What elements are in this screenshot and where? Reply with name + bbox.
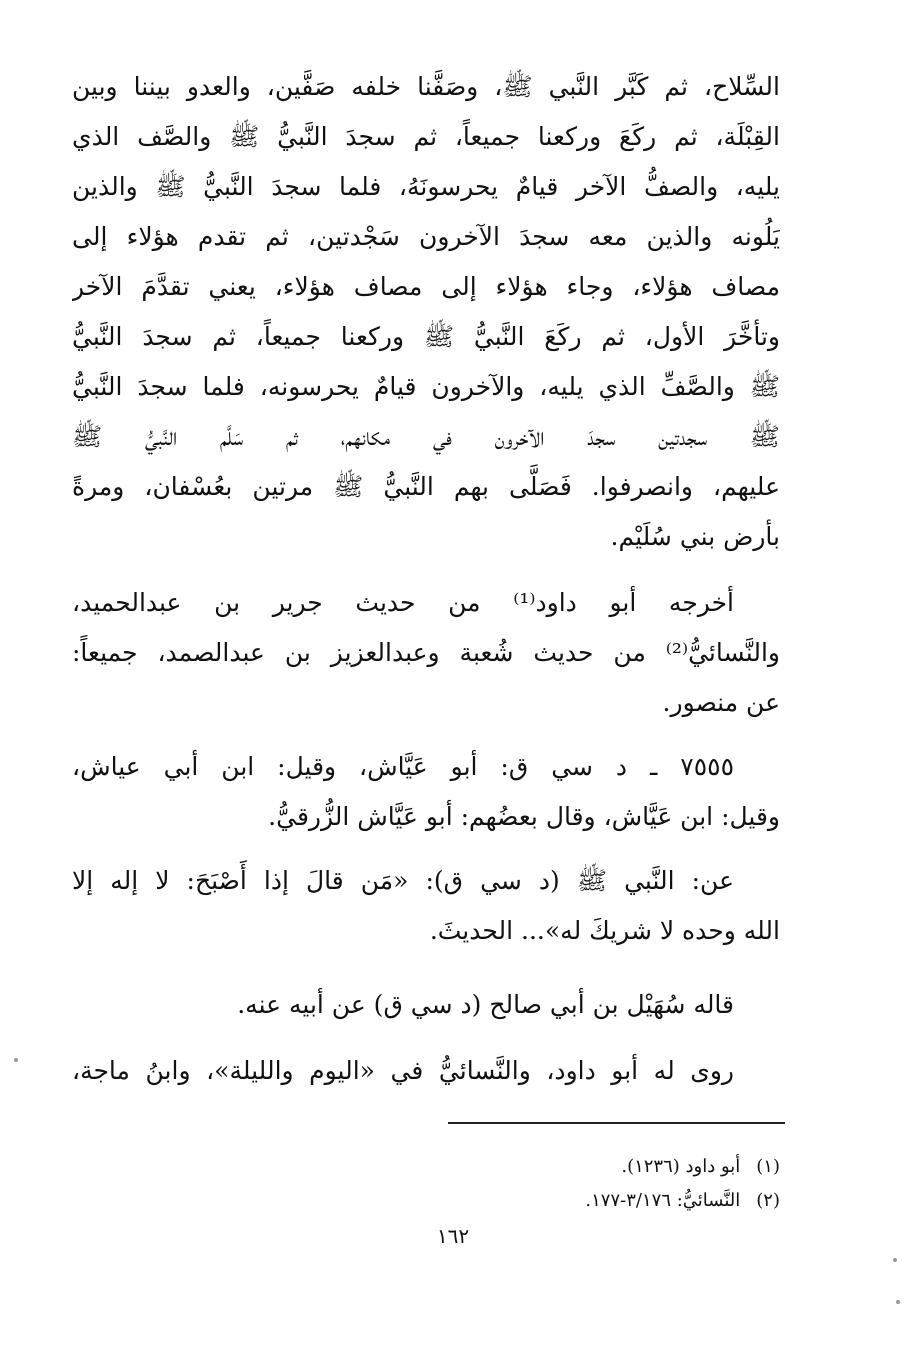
text-line: بأرض بني سُلَيْم. [610, 522, 780, 551]
text-line: القِبْلَة، ثم ركَعَ وركعنا جميعاً، ثم سجدَ النَّبيُّ ﷺ والصَّف الذي [72, 122, 780, 151]
footnote-number: (٢) [756, 1190, 780, 1211]
paragraph-takhrij [72, 578, 780, 728]
paragraph-narrator [72, 980, 780, 1030]
text-line: عليهم، وانصرفوا. فَصَلَّى بهم النَّبيُّ ﷺ مرتين بعُسْفان، ومرةً [72, 472, 780, 501]
footnote-text: النَّسائيُّ: ٣/١٧٦-١٧٧. [585, 1190, 741, 1211]
footnotes [300, 1150, 780, 1218]
text-line: أخرجه أبو داود⁽¹⁾ من حديث جرير بن عبدالحميد، [72, 588, 734, 617]
page-number: ١٦٢ [436, 1224, 470, 1248]
paragraph-hadith-narration [72, 856, 780, 956]
footnote-divider [448, 1122, 785, 1124]
text-line: الله وحده لا شريكَ له»... الحديثَ. [429, 916, 780, 945]
text-line: والنَّسائيُّ⁽²⁾ من حديث شُعبة وعبدالعزيز بن عبدالصمد، جميعاً: [72, 638, 780, 667]
text-line: وقيل: ابن عَيَّاش، وقال بعضُهم: أبو عَيَّاش الزُّرقيُّ. [268, 802, 780, 831]
text-line: قاله سُهَيْل بن أبي صالح (د سي ق) عن أبيه عنه. [237, 990, 734, 1019]
text-line: ﷺ والصَّفِّ الذي يليه، والآخرون قيامٌ يحرسونه، فلما سجدَ النَّبيُّ [72, 372, 780, 401]
scan-speck [893, 1258, 897, 1262]
text-line: يَلُونه والذين معه سجدَ الآخرون سَجْدتين، ثم تقدم هؤلاء إلى [72, 222, 780, 251]
footnote-2 [300, 1184, 780, 1218]
scan-speck [14, 1058, 18, 1062]
text-line: عن منصور. [662, 688, 780, 717]
paragraph-hadith-text [72, 62, 780, 562]
footnote-text: أبو داود (١٢٣٦). [621, 1156, 741, 1177]
footnote-1 [300, 1150, 780, 1184]
scan-speck [896, 1300, 900, 1304]
text-line: يليه، والصفُّ الآخر قيامٌ يحرسونَهُ، فلما سجدَ النَّبيُّ ﷺ والذين [72, 172, 780, 201]
text-line: ٧٥٥٥ ـ د سي ق: أبو عَيَّاش، وقيل: ابن أبي عياش، [72, 752, 734, 781]
text-line: مصاف هؤلاء، وجاء هؤلاء إلى مصاف هؤلاء، يعني تقدَّمَ الآخر [72, 272, 780, 301]
text-line: السِّلاح، ثم كَبَّر النَّبي ﷺ، وصَفَّنا خلفه صَفَّين، والعدو بيننا وبين [72, 72, 780, 101]
text-line: روى له أبو داود، والنَّسائيُّ في «اليوم والليلة»، وابنُ ماجة، [72, 1056, 734, 1085]
footnote-number: (١) [756, 1156, 780, 1177]
paragraph-entry-heading [72, 742, 780, 842]
paragraph-transmitters [72, 1046, 780, 1096]
text-line: ﷺ سجدتين سجدَ الآخرون في مكانهم، ثم سَلَّم النَّبيُّ ﷺ [72, 422, 780, 451]
text-line: عن: النَّبي ﷺ (د سي ق): «مَن قالَ إذا أَصْبَحَ: لا إله إلا [72, 866, 734, 895]
text-line: وتأخَّرَ الأول، ثم ركَعَ النَّبيُّ ﷺ وركعنا جميعاً، ثم سجدَ النَّبيُّ [72, 322, 780, 351]
